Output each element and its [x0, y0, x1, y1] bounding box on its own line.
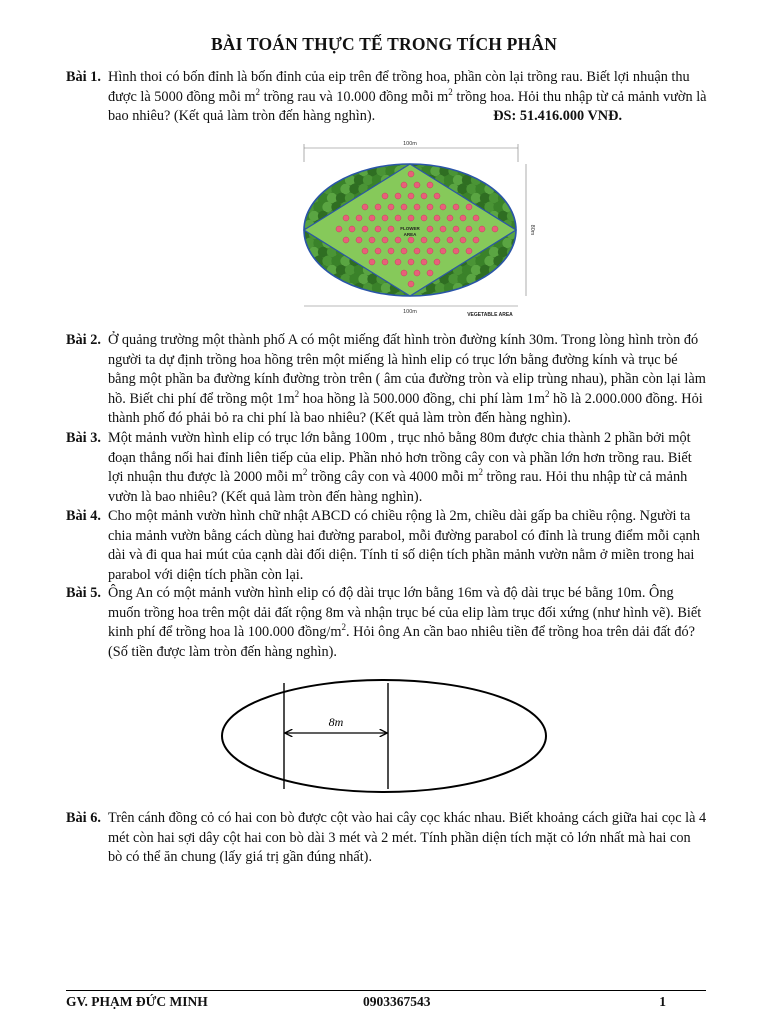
- leaf-clump: [516, 229, 526, 239]
- leaf-clump: [502, 274, 512, 284]
- problem-number: Bài 3.: [66, 430, 101, 446]
- flower: [427, 248, 433, 254]
- flower: [408, 171, 414, 177]
- flower: [427, 182, 433, 188]
- leaf-clump: [336, 283, 346, 293]
- leaf-clump: [475, 184, 485, 194]
- leaf-clump: [475, 292, 485, 302]
- flower: [356, 215, 362, 221]
- text-line: Ở quảng trường một thành phố A có một miếng đất hình tròn đường kính 30m. Trong lòng hình tròn đó: [108, 332, 699, 348]
- flower: [401, 248, 407, 254]
- text-line: hồ. Biết chi phí để trồng một $1m^2$ hoa hồng là 500.000 đồng, chi phí làm $1m^2$ hồ là 2.000.000 đồng. Hỏi: [108, 388, 703, 407]
- problem-number: Bài 6.: [66, 810, 101, 826]
- leaf-clump: [471, 283, 481, 293]
- page-title: BÀI TOÁN THỰC TẾ TRONG TÍCH PHÂN: [210, 34, 558, 54]
- flower: [375, 204, 381, 210]
- flower: [408, 281, 414, 287]
- leaf-clump: [520, 292, 530, 302]
- flower: [349, 226, 355, 232]
- problem-number: Bài 1.: [66, 69, 101, 85]
- problem-text: [108, 507, 706, 585]
- flower: [395, 193, 401, 199]
- flower: [427, 226, 433, 232]
- leaf-clump: [318, 283, 328, 293]
- leaf-clump: [448, 274, 458, 284]
- flower: [369, 215, 375, 221]
- leaf-clump: [498, 175, 508, 185]
- leaf-clump: [489, 283, 499, 293]
- leaf-clump: [484, 256, 494, 266]
- leaf-clump: [502, 292, 512, 302]
- leaf-clump: [516, 265, 526, 275]
- problem-6: [66, 809, 706, 868]
- flower: [414, 270, 420, 276]
- leaf-clump: [484, 166, 494, 176]
- leaf-clump: [516, 175, 526, 185]
- leaf-clump: [300, 283, 310, 293]
- bottom-dimension-label: 100m: [403, 309, 417, 315]
- leaf-clump: [493, 202, 503, 212]
- phone-number: 0903367543: [363, 994, 431, 1009]
- leaf-clump: [475, 166, 485, 176]
- leaf-clump: [313, 274, 323, 284]
- text-line: bao nhiêu? (Kết quả làm tròn đến hàng nghìn). ĐS: 51.416.000 VNĐ.: [108, 108, 623, 124]
- leaf-clump: [358, 274, 368, 284]
- leaf-clump: [462, 157, 472, 167]
- leaf-clump: [345, 265, 355, 275]
- flower: [414, 182, 420, 188]
- leaf-clump: [417, 157, 427, 167]
- leaf-clump: [507, 175, 517, 185]
- flower-area-label-1: FLOWER: [400, 226, 420, 231]
- leaf-clump: [493, 292, 503, 302]
- leaf-clump: [300, 175, 310, 185]
- text-line: vườn là bao nhiêu? (Kết quả làm tròn đến hàng nghìn).: [108, 488, 423, 505]
- leaf-clump: [322, 292, 332, 302]
- leaf-clump: [336, 157, 346, 167]
- flower: [375, 226, 381, 232]
- leaf-clump: [345, 157, 355, 167]
- leaf-clump: [489, 175, 499, 185]
- problem-5: [66, 584, 706, 662]
- leaf-clump: [313, 256, 323, 266]
- leaf-clump: [313, 202, 323, 212]
- problem-text: [108, 68, 706, 127]
- leaf-clump: [309, 175, 319, 185]
- flower: [434, 215, 440, 221]
- text-line: lợi nhuận thu được là 2000 mỗi $m^2$ trồng cây con và 4000 mỗi $m^2$ trồng rau. Hỏi thu nhập từ cả mảnh: [108, 467, 688, 485]
- garden-ellipse-figure: [290, 138, 550, 320]
- answer: ĐS: 51.416.000 VNĐ.: [493, 108, 623, 124]
- leaf-clump: [327, 265, 337, 275]
- leaf-clump: [507, 157, 517, 167]
- leaf-clump: [327, 193, 337, 203]
- flower: [427, 270, 433, 276]
- flower: [401, 270, 407, 276]
- leaf-clump: [340, 292, 350, 302]
- flower: [401, 204, 407, 210]
- flower: [362, 226, 368, 232]
- leaf-clump: [331, 166, 341, 176]
- leaf-clump: [444, 175, 454, 185]
- leaf-clump: [471, 265, 481, 275]
- leaf-clump: [507, 193, 517, 203]
- ellipse-strip-figure: [218, 676, 550, 796]
- leaf-clump: [466, 292, 476, 302]
- flower: [466, 226, 472, 232]
- leaf-clump: [318, 157, 328, 167]
- problem-2: [66, 331, 706, 429]
- flower: [382, 259, 388, 265]
- leaf-clump: [448, 292, 458, 302]
- leaf-clump: [309, 265, 319, 275]
- leaf-clump: [489, 247, 499, 257]
- text-line: thành phố đó phải bỏ ra chi phí là bao nhiêu? (Kết quả làm tròn đến hàng nghìn).: [108, 410, 571, 426]
- text-line: muốn trồng hoa trên một dải đất rộng 8m và nhận trục bé của elip làm trục đối xứng (như hình vẽ). Biết: [108, 604, 702, 621]
- leaf-clump: [349, 274, 359, 284]
- flower: [395, 259, 401, 265]
- flower: [473, 237, 479, 243]
- flower: [375, 248, 381, 254]
- flower: [362, 248, 368, 254]
- leaf-clump: [471, 193, 481, 203]
- leaf-clump: [457, 274, 467, 284]
- top-dimension-label: 100m: [403, 141, 417, 147]
- flower: [369, 259, 375, 265]
- flower: [408, 237, 414, 243]
- problem-number: Bài 5.: [66, 585, 101, 601]
- leaf-clump: [336, 193, 346, 203]
- leaf-clump: [457, 292, 467, 302]
- leaf-clump: [498, 157, 508, 167]
- flower: [343, 237, 349, 243]
- leaf-clump: [322, 256, 332, 266]
- leaf-clump: [349, 184, 359, 194]
- leaf-clump: [484, 292, 494, 302]
- leaf-clump: [336, 265, 346, 275]
- leaf-clump: [480, 193, 490, 203]
- leaf-clump: [309, 211, 319, 221]
- leaf-clump: [480, 157, 490, 167]
- leaf-clump: [489, 193, 499, 203]
- leaf-clump: [511, 274, 521, 284]
- text-line: Một mảnh vườn hình elip có trục lớn bằng 100m , trục nhỏ bằng 80m được chia thành 2 phần bởi một: [108, 430, 691, 446]
- leaf-clump: [507, 283, 517, 293]
- problem-text: [108, 331, 706, 429]
- leaf-clump: [300, 193, 310, 203]
- flower: [382, 215, 388, 221]
- leaf-clump: [507, 265, 517, 275]
- flower: [479, 226, 485, 232]
- flower: [492, 226, 498, 232]
- leaf-clump: [457, 184, 467, 194]
- leaf-clump: [475, 256, 485, 266]
- flower: [414, 204, 420, 210]
- leaf-clump: [516, 247, 526, 257]
- leaf-clump: [381, 283, 391, 293]
- ellipse-outline: [222, 680, 546, 792]
- flower: [356, 237, 362, 243]
- leaf-clump: [304, 292, 314, 302]
- leaf-clump: [358, 292, 368, 302]
- problem-text: [108, 584, 706, 662]
- flower: [382, 237, 388, 243]
- leaf-clump: [304, 184, 314, 194]
- flower: [466, 248, 472, 254]
- leaf-clump: [322, 166, 332, 176]
- leaf-clump: [421, 292, 431, 302]
- problem-number: Bài 2.: [66, 332, 101, 348]
- flower: [453, 204, 459, 210]
- leaf-clump: [322, 202, 332, 212]
- leaf-clump: [462, 265, 472, 275]
- text-line: mét còn hai sợi dây cột hai con bò dài 3 mét và 2 mét. Tính phần diện tích mặt cỏ lớn nhất mà hai con: [108, 829, 691, 846]
- leaf-clump: [318, 175, 328, 185]
- vegetable-area-label: VEGETABLE AREA: [467, 312, 513, 318]
- flower: [427, 204, 433, 210]
- flower: [466, 204, 472, 210]
- text-line: bằng một phần ba đường kính đường tròn trên ( âm của đường tròn và elip trùng nhau), phần còn lại làm: [108, 371, 706, 387]
- leaf-clump: [502, 238, 512, 248]
- text-line: (Số tiền được làm tròn đến hàng nghìn).: [108, 643, 337, 660]
- leaf-clump: [300, 265, 310, 275]
- flower: [362, 204, 368, 210]
- leaf-clump: [498, 247, 508, 257]
- leaf-clump: [502, 166, 512, 176]
- text-line: được là 5000 đồng mỗi $m^2$ trồng rau và 10.000 đồng mỗi $m^2$ trồng hoa. Hỏi thu nhập từ cả mảnh vườn là: [108, 86, 707, 105]
- leaf-clump: [520, 202, 530, 212]
- leaf-clump: [493, 166, 503, 176]
- flower: [421, 237, 427, 243]
- leaf-clump: [516, 283, 526, 293]
- leaf-clump: [520, 274, 530, 284]
- flower: [460, 237, 466, 243]
- flower: [408, 259, 414, 265]
- leaf-clump: [331, 256, 341, 266]
- leaf-clump: [516, 193, 526, 203]
- leaf-clump: [385, 292, 395, 302]
- text-line: Cho một mảnh vườn hình chữ nhật ABCD có chiều rộng là 2m, chiều dài gấp ba chiều rộng. Người ta: [108, 508, 691, 524]
- flower: [440, 226, 446, 232]
- leaf-clump: [349, 292, 359, 302]
- leaf-clump: [453, 157, 463, 167]
- leaf-clump: [516, 211, 526, 221]
- flower: [453, 248, 459, 254]
- flower: [343, 215, 349, 221]
- leaf-clump: [466, 184, 476, 194]
- leaf-clump: [363, 175, 373, 185]
- leaf-clump: [304, 274, 314, 284]
- problem-4: [66, 507, 706, 585]
- flower: [434, 237, 440, 243]
- flower: [388, 226, 394, 232]
- leaf-clump: [498, 283, 508, 293]
- flower: [447, 215, 453, 221]
- leaf-clump: [322, 274, 332, 284]
- flower: [453, 226, 459, 232]
- flower: [408, 215, 414, 221]
- text-line: Trên cánh đồng cỏ có hai con bò được cột vào hai cây cọc khác nhau. Biết khoảng cách giữa hai cọc là 4: [108, 810, 707, 826]
- leaf-clump: [444, 157, 454, 167]
- leaf-clump: [304, 166, 314, 176]
- leaf-clump: [511, 202, 521, 212]
- leaf-clump: [331, 292, 341, 302]
- leaf-clump: [300, 157, 310, 167]
- leaf-clump: [354, 175, 364, 185]
- text-line: kinh phí để trồng hoa là 100.000 đồng/$m^2$. Hỏi ông An cần bao nhiêu tiền để trồng hoa trên dải đất đó?: [108, 622, 695, 640]
- flower: [408, 193, 414, 199]
- flower: [460, 215, 466, 221]
- problem-1: [66, 68, 706, 127]
- problem-number: Bài 4.: [66, 508, 101, 524]
- page-number: 1: [659, 994, 666, 1009]
- teacher-name: GV. PHẠM ĐỨC MINH: [66, 994, 208, 1009]
- page-footer: [66, 990, 706, 1009]
- width-label: 8m: [328, 715, 344, 729]
- leaf-clump: [493, 256, 503, 266]
- leaf-clump: [340, 184, 350, 194]
- text-line: parabol với diện tích phần còn lại.: [108, 566, 304, 583]
- leaf-clump: [516, 157, 526, 167]
- leaf-clump: [394, 292, 404, 302]
- side-dimension-label: 80m: [529, 224, 535, 236]
- leaf-clump: [313, 292, 323, 302]
- text-line: đoạn thẳng nối hai đỉnh liên tiếp của elip. Phần nhỏ hơn trồng cây con và phần lớn hơn trồng rau. Biết: [108, 449, 692, 466]
- flower: [440, 204, 446, 210]
- leaf-clump: [309, 283, 319, 293]
- leaf-clump: [502, 184, 512, 194]
- flower: [382, 193, 388, 199]
- flower: [473, 215, 479, 221]
- text-line: người ta dự định trồng hoa hồng trên một miếng là hình elip có trục lớn bằng đường kính và trục bé: [108, 351, 678, 368]
- leaf-clump: [435, 283, 445, 293]
- flower: [369, 237, 375, 243]
- text-line: chia mảnh vườn bằng cách dùng hai đường parabol, mỗi đường parabol có đỉnh là trung điểm mỗi cạnh: [108, 527, 700, 544]
- leaf-clump: [340, 166, 350, 176]
- leaf-clump: [511, 184, 521, 194]
- flower-area-label-2: AREA: [403, 232, 417, 237]
- leaf-clump: [520, 256, 530, 266]
- flower: [434, 193, 440, 199]
- flower: [401, 182, 407, 188]
- text-line: bò có thể ăn chung (lấy giá trị gần đúng nhất).: [108, 849, 373, 865]
- leaf-clump: [520, 184, 530, 194]
- problem-text: [108, 429, 706, 507]
- text-line: Ông An có một mảnh vườn hình elip có độ dài trục lớn bằng 16m và độ dài trục bé bằng 10m. Ông: [108, 585, 674, 601]
- flower: [421, 215, 427, 221]
- flower: [388, 204, 394, 210]
- flower: [395, 215, 401, 221]
- flower: [336, 226, 342, 232]
- leaf-clump: [511, 256, 521, 266]
- leaf-clump: [520, 238, 530, 248]
- leaf-clump: [313, 166, 323, 176]
- leaf-clump: [489, 157, 499, 167]
- problem-3: [66, 429, 706, 507]
- leaf-clump: [318, 247, 328, 257]
- leaf-clump: [511, 292, 521, 302]
- text-line: Hình thoi có bốn đỉnh là bốn đỉnh của eip trên để trồng hoa, phần còn lại trồng rau. Biết lợi nhuận thu: [108, 69, 690, 85]
- flower: [414, 248, 420, 254]
- flower: [395, 237, 401, 243]
- flower: [388, 248, 394, 254]
- text-line: dài và đi qua hai mút của cạnh dài đối diện. Tính tỉ số diện tích phần mảnh vườn nằm ở miền trong hai: [108, 547, 695, 563]
- leaf-clump: [493, 274, 503, 284]
- leaf-clump: [327, 157, 337, 167]
- leaf-clump: [354, 157, 364, 167]
- leaf-clump: [318, 193, 328, 203]
- flower: [421, 193, 427, 199]
- flower: [447, 237, 453, 243]
- leaf-clump: [511, 166, 521, 176]
- leaf-clump: [480, 283, 490, 293]
- flower: [434, 259, 440, 265]
- leaf-clump: [309, 157, 319, 167]
- leaf-clump: [327, 283, 337, 293]
- problem-text: [108, 809, 706, 868]
- leaf-clump: [453, 175, 463, 185]
- flower: [440, 248, 446, 254]
- leaf-clump: [520, 166, 530, 176]
- flower: [421, 259, 427, 265]
- leaf-clump: [430, 166, 440, 176]
- leaf-clump: [471, 157, 481, 167]
- leaf-clump: [363, 157, 373, 167]
